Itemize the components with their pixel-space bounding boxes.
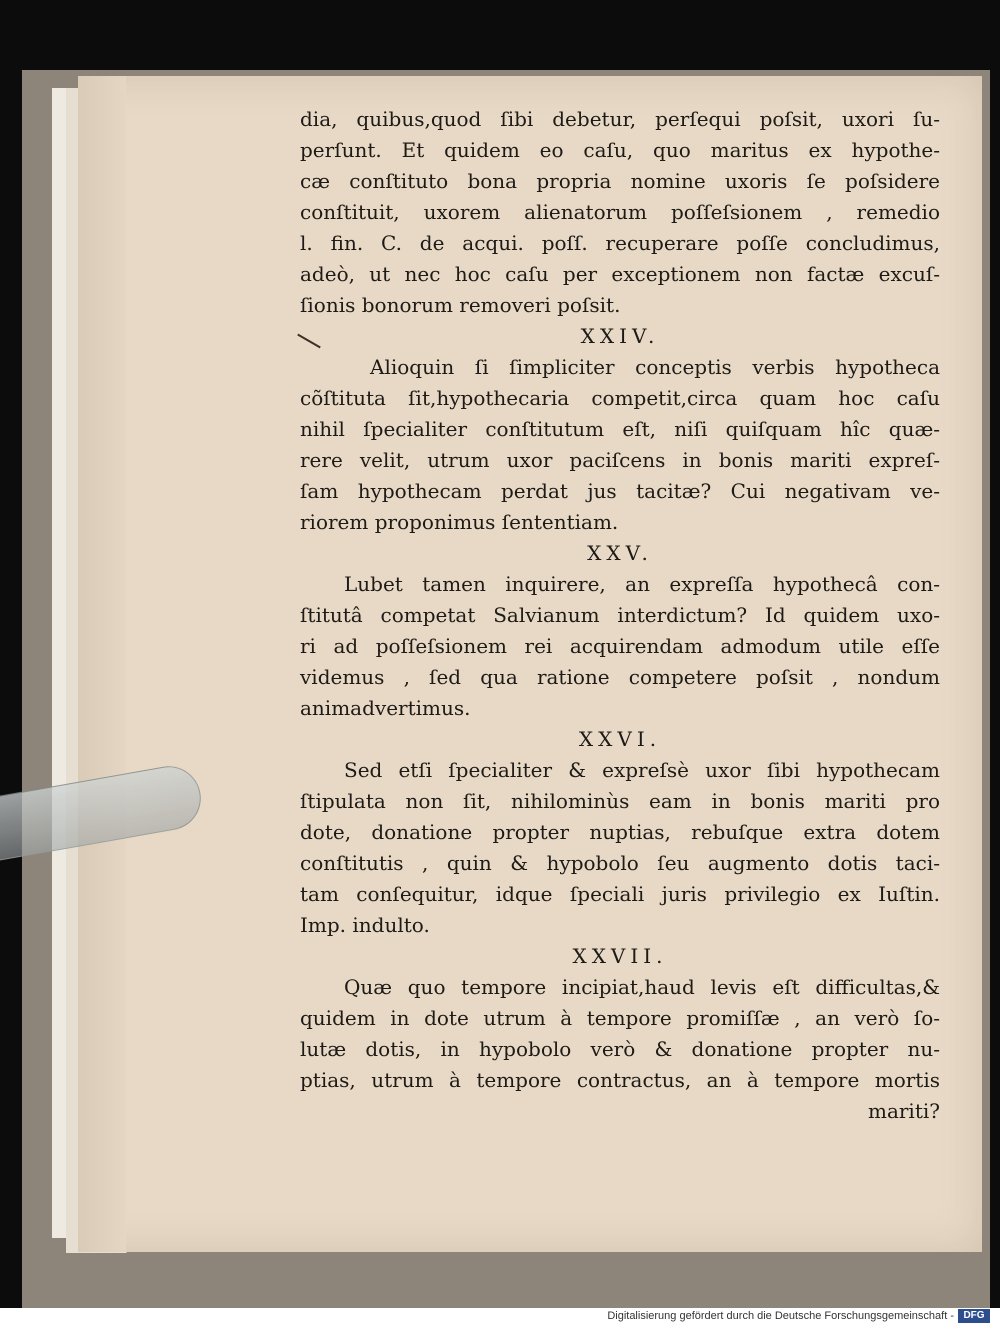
text-line: conſtitutis , quin & hypobolo ſeu augmento dotis taci- [300,851,940,875]
section-heading: XXIV. [580,324,660,348]
text-line: ſionis bonorum removeri poſsit. [300,293,621,317]
text-line: cæ conſtituto bona propria nomine uxoris ſe poſsidere [300,169,940,193]
text-line: ptias, utrum à tempore contractus, an à tempore mortis [300,1068,940,1092]
section-heading: XXV. [587,541,653,565]
text-line: lutæ dotis, in hypobolo verò & donatione propter nu- [300,1037,940,1061]
text-line: conſtituit, uxorem alienatorum poſſeſsionem , remedio [300,200,940,224]
page-gutter [78,76,126,1252]
text-line: Lubet tamen inquirere, an expreſſa hypothecâ con- [344,572,940,596]
text-line: ſtipulata non ſit, nihilominùs eam in bonis mariti pro [300,789,940,813]
text-line: Imp. indulto. [300,913,430,937]
text-line: Sed etſi ſpecialiter & expreſsè uxor ſibi hypothecam [344,758,940,782]
text-line: rere velit, utrum uxor paciſcens in bonis mariti expreſ- [300,448,940,472]
text-line: perſunt. Et quidem eo caſu, quo maritus ex hypothe- [300,138,940,162]
section-heading: XXVI. [578,727,662,751]
page-text [300,104,940,1127]
text-line: riorem proponimus ſententiam. [300,510,619,534]
text-line: videmus , ſed qua ratione competere poſsit , nondum [300,665,940,689]
text-line: dote, donatione propter nuptias, rebuſque extra dotem [300,820,940,844]
text-line: l. fin. C. de acqui. poſſ. recuperare poſſe concludimus, [300,231,940,255]
text-line: adeò, ut nec hoc caſu per exceptionem non factæ excuſ- [300,262,940,286]
text-line: cõſtituta ſit,hypothecaria competit,circa quam hoc caſu [300,386,940,410]
text-line: quidem in dote utrum à tempore promiſſæ , an verò ſo- [300,1006,940,1030]
dfg-logo: DFG [958,1309,990,1323]
text-line: Alioquin ſi ſimpliciter conceptis verbis hypotheca [370,355,940,379]
text-line: dia, quibus,quod ſibi debetur, perſequi poſsit, uxori ſu- [300,107,940,131]
footer-credit: Digitalisierung gefördert durch die Deutsche Forschungsgemeinschaft - [607,1310,954,1322]
section-heading: XXVII. [572,944,668,968]
catchword: mariti? [867,1099,940,1123]
text-line: Quæ quo tempore incipiat,haud levis eſt difficultas,& [344,975,940,999]
text-line: ſam hypothecam perdat jus tacitæ? Cui negativam ve- [300,479,940,503]
text-line: ſtitutâ competat Salvianum interdictum? Id quidem uxo- [300,603,940,627]
text-line: tam conſequitur, idque ſpeciali juris privilegio ex Iuſtin. [300,882,940,906]
text-line: nihil ſpecialiter conſtitutum eſt, niſi quiſquam hîc quæ- [300,417,940,441]
text-line: ri ad poſſeſsionem rei acquirendam admodum utile eſſe [300,634,940,658]
text-line: animadvertimus. [300,696,471,720]
